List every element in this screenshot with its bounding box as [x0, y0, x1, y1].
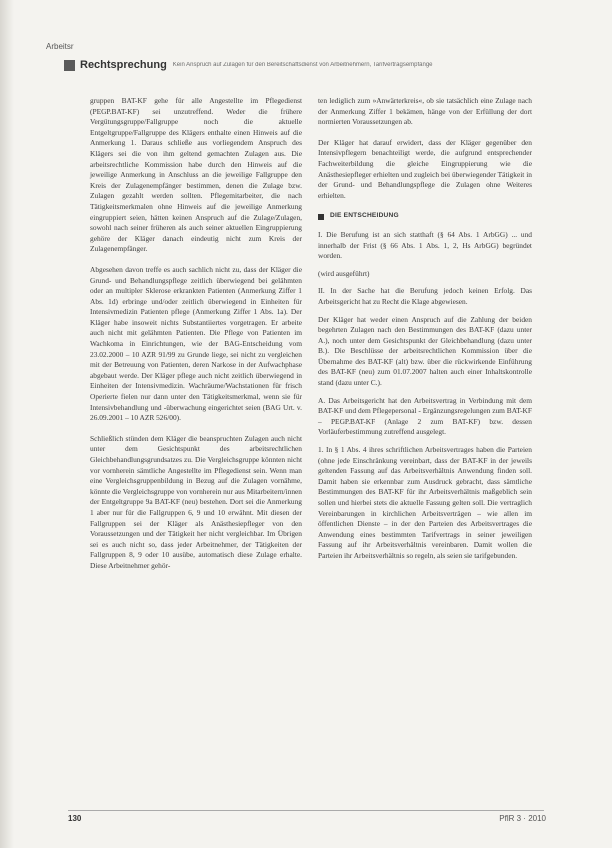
left-column [90, 96, 302, 582]
right-paragraph-5: II. In der Sache hat die Berufung jedoch keinen Erfolg. Das Arbeitsgericht hat zu Recht die Klage abgewiesen. [318, 286, 532, 306]
right-paragraph-8: 1. In § 1 Abs. 4 ihres schriftlichen Arbeitsvertrages haben die Parteien (ohne jede Einschränkung vereinbart, dass der BAT-KF in der jeweils geltenden Fassung auf das Arbeitsverhältnis Anwendung finden soll. Damit haben sie erkennbar zum Ausdruck gebracht, dass sämtliche Bestimmungen des BAT-KF für ihr Arbeitsverhältnis maßgeblich sein sollen und hierbei stets die aktuelle Fassung gelten soll. Die vertraglich Vereinbarungen in kirchlichen Arbeitsverträgen – wie allen im öffentlichen Dienste – in der den Parteien des Arbeitsvertrages die Anwendung eines bestimmten Tarifvertrags in seiner jeweiligen Fassung auf ihr Arbeitsverhältnis vereinbaren. Damit wollen die Parteien ihr Arbeitsverhältnis so regeln, als seien sie tarifgebunden. [318, 445, 532, 560]
heading-square-icon [318, 214, 324, 220]
left-paragraph-1: gruppen BAT-KF gehe für alle Angestellte im Pflegedienst (PEGP.BAT-KF) sei unzutreffend. Weder die frühere Vergütungsgruppe/Fallgruppe noch die aktuelle Entgeltgruppe/Fallgruppe des Klägers enthalte einen Hinweis auf die Anmerkung 1. Daraus schließe aus vorliegendem Anspruch des Klägers sei die von ihm geltend gemachten Zulagen aus. Die arbeitsrechtliche Kommission habe durch den Hinweis auf die jeweilige Anmerkung in Anschluss an die jeweilige Fallgruppe den Kreis der Zulagenempfänger bestimmen, denen die Zulage bzw. Zulagen gezahlt werden sollten. Pflegemitarbeiter, die nach Tätigkeitsmerkmalen ohne Hinweis auf die jeweilige Anmerkung eingruppiert seien, hätten keinen Anspruch auf die Zulage/Zulagen, sowohl nach seiner früheren als auch seiner aktuellen Eingruppierung gehöre der Kläger danach eindeutig nicht zum Kreis der Zulagenempfänger. [90, 96, 302, 254]
header-subtitle: Kein Anspruch auf Zulagen für den Bereitschaftsdienst von Arbeitnehmern, Tarifvertragsempfänge [172, 62, 433, 68]
right-paragraph-3: I. Die Berufung ist an sich statthaft (§ 64 Abs. 1 ArbGG) ... und innerhalb der Frist (§ 66 Abs. 1 Abs. 1, 2, Hs ArbGG) begründet worden. [318, 229, 532, 261]
right-column [318, 96, 532, 569]
header-title: Rechtsprechung [80, 59, 167, 71]
journal-reference: PflR 3 · 2010 [499, 814, 546, 823]
section-label: Arbeitsr [46, 42, 74, 51]
footer-divider [68, 810, 544, 811]
right-paragraph-2: Der Kläger hat darauf erwidert, dass der Kläger gegenüber den Intensivpflegern benachteiligt werde, die aufgrund entsprechender Fachweiterbildung die gleiche Eingruppierung wie die Anästhesiepfleger erhielten und zugleich bei überwiegender Tätigkeit in der Grund- und Behandlungspflege die Zulagen ohne Weiteres erhielten. [318, 137, 532, 200]
page-number: 130 [68, 814, 82, 823]
right-paragraph-4: (wird ausgeführt) [318, 268, 370, 278]
right-paragraph-1: ten lediglich zum »Anwärterkreis«, ob sie tatsächlich eine Zulage nach der Anmerkung Ziffer 1 bekämen, hänge von der Erfüllung der dort normierten Voraussetzungen ab. [318, 96, 532, 127]
page-gutter-shadow [0, 0, 14, 848]
right-paragraph-6: Der Kläger hat weder einen Anspruch auf die Zahlung der beiden begehrten Zulagen nach den Bestimmungen des BAT-KF (dazu unter A.), noch unter dem Gesichtspunkt der Gleichbehandlung (dazu unter B.). Die Beschlüsse der arbeitsrechtlichen Kommission über die Übernahme des BAT-KF (alt) bzw. über die rückwirkende Einführung des BAT-KF (neu) zum 01.07.2007 halten auch einer Inhaltskontrolle stand (dazu unter C.). [318, 314, 532, 388]
section-heading-text: DIE ENTSCHEIDUNG [330, 212, 399, 220]
section-heading [318, 211, 532, 222]
left-paragraph-2: Abgesehen davon treffe es auch sachlich nicht zu, dass der Kläger die Grund- und Behandlungspflege zeitlich überwiegend bei gelähmten oder an multipler Sklerose erkrankten Patienten (Anmerkung Ziffer 1 Abs. 1d) erbringe und/oder zeitlich überwiegend in Einheiten für Intensivmedizin Patienten pflege (Anmerkung Ziffer 1 Abs. 1a). Der Kläger habe insoweit nichts Substantiiertes vorgetragen. Er arbeite auch nicht mit gelähmten Patienten. Die Pflege von Patienten im Wachkoma in Einrichtungen, wie der BAG-Entscheidung vom 23.02.2000 – 10 AZR 91/99 zu Grunde liege, sei nicht zu vergleichen mit der Betreuung von Patienten, deren Narkose in der Aufwachphase abgebaut werde. Der Kläger pflege auch nicht zeitlich überwiegend in Einheiten der Intensivmedizin. Wachräume/Wachstationen für frisch Operierte fielen nur dann unter den Tätigkeitsmerkmal, wenn sie für Intensivbehandlung und -überwachung eingerichtet seien (BAG Urt. v. 26.09.2001 – 10 AZR 526/00). [90, 264, 302, 423]
left-paragraph-3: Schließlich stünden dem Kläger die beanspruchten Zulagen auch nicht unter dem Gesichtspunkt des arbeitsrechtlichen Gleichbehandlungsgrundsatzes zu. Die Vergleichsgruppe könnten nicht vor vornherein sämtliche Angestellte im Pflegedienst sein. Wenn man eine Vergleichsgruppenbildung in Bezug auf die Zulagen vornähme, könnte die Vergleichsgruppe von vornherein nur aus Mitarbeitern/innen der Entgeltgruppe 9a BAT-KF (neu) bestehen. Dort sei die Anmerkung 1 aber nur für die Fallgruppen 6, 9 und 10 erwähnt. Mit diesen der Fallgruppen sei der Kläger als Anästhesiepfleger von den Voraussetzungen und der Tätigkeit her nicht vergleichbar. Im Übrigen sei es auch nicht so, dass jeder Arbeitnehmer, der Tätigkeiten der Fallgruppen 8, 9 oder 10 ausübe, automatisch diese Zulage erhalte. Diese Arbeitnehmer gehör- [90, 433, 302, 570]
page-header [64, 56, 564, 74]
right-paragraph-7: A. Das Arbeitsgericht hat den Arbeitsvertrag in Verbindung mit dem BAT-KF und dem Pflegepersonal - Ergänzungsregelungen zum BAT-KF – PEGP.BAT-KF (Anlage 2 zum BAT-KF) bzw. dessen Vorläuferbestimmung zutreffend ausgelegt. [318, 395, 532, 437]
header-square-icon [64, 60, 75, 71]
